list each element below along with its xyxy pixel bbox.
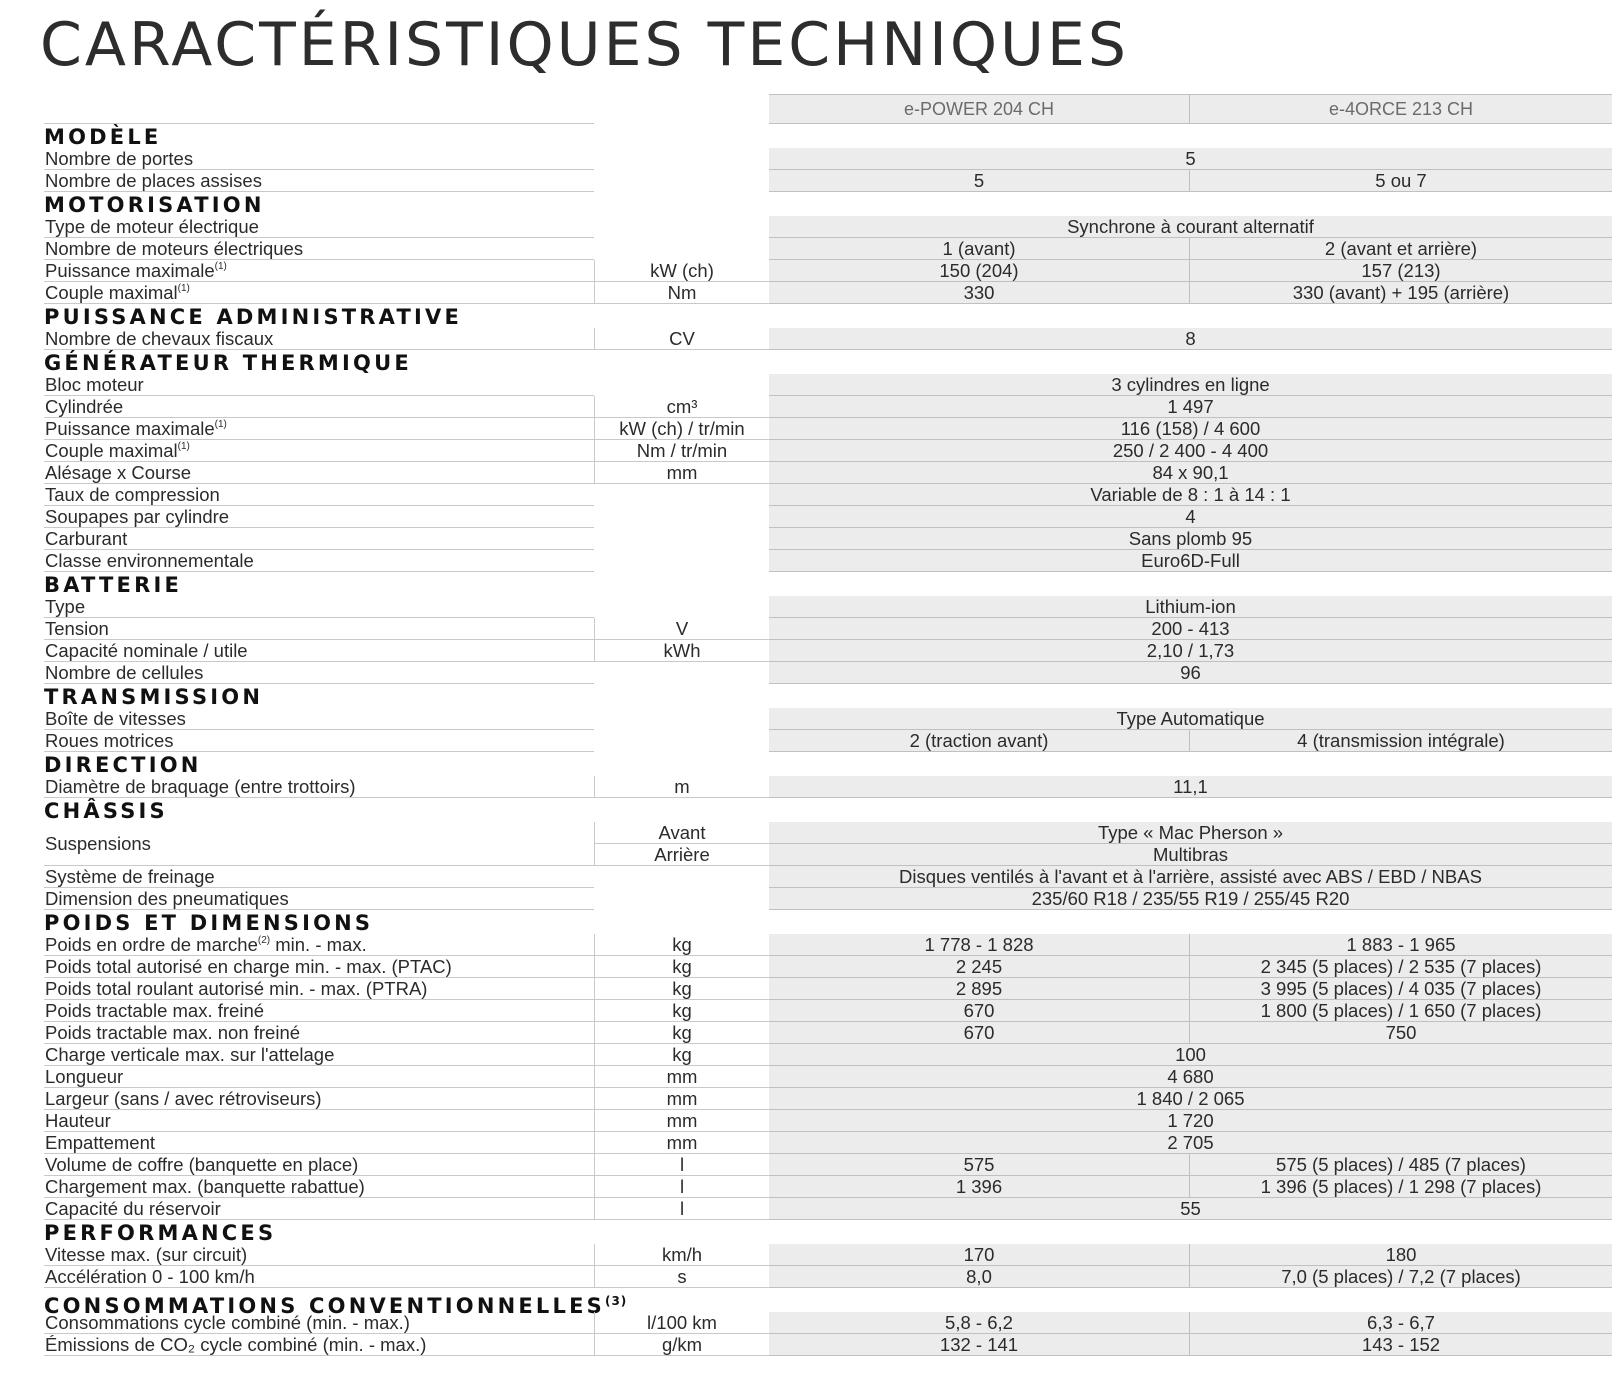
spec-label-text: Poids en ordre de marche bbox=[45, 934, 258, 955]
spec-value-shared: Euro6D-Full bbox=[769, 550, 1612, 572]
column-header-e-power: e-POWER 204 CH bbox=[769, 94, 1189, 124]
section-header-row bbox=[44, 684, 1612, 708]
section-header-row bbox=[44, 910, 1612, 934]
spec-value-e-4orce: 575 (5 places) / 485 (7 places) bbox=[1189, 1154, 1612, 1176]
spec-value-shared: 1 720 bbox=[769, 1110, 1612, 1132]
spec-row bbox=[44, 1312, 1612, 1334]
section-title bbox=[44, 1220, 1612, 1244]
spec-value-cell bbox=[769, 822, 1612, 866]
spec-value-e-4orce: 5 ou 7 bbox=[1189, 170, 1612, 192]
spec-label bbox=[44, 1022, 594, 1044]
spec-value-e-power: 5 bbox=[769, 170, 1189, 192]
section-header-row bbox=[44, 798, 1612, 822]
spec-value-shared: Type Automatique bbox=[769, 708, 1612, 730]
spec-label-text: Nombre de places assises bbox=[45, 170, 262, 191]
spec-value-shared: Variable de 8 : 1 à 14 : 1 bbox=[769, 484, 1612, 506]
spec-label bbox=[44, 506, 594, 528]
spec-unit: mm bbox=[594, 1132, 769, 1154]
spec-unit: mm bbox=[594, 1088, 769, 1110]
spec-value-front: Type « Mac Pherson » bbox=[769, 822, 1612, 844]
spec-value-e-power: 670 bbox=[769, 1022, 1189, 1044]
section-header-row bbox=[44, 1220, 1612, 1244]
spec-label-text: Poids tractable max. freiné bbox=[45, 1000, 265, 1021]
spec-row bbox=[44, 1154, 1612, 1176]
spec-row bbox=[44, 282, 1612, 304]
spec-row bbox=[44, 662, 1612, 684]
spec-label-text: Nombre de cellules bbox=[45, 662, 204, 683]
spec-value-e-power: 2 895 bbox=[769, 978, 1189, 1000]
spec-value-e-power: 2 (traction avant) bbox=[769, 730, 1189, 752]
footnote-marker: (1) bbox=[177, 283, 190, 294]
spec-label bbox=[44, 1334, 594, 1356]
footnote-marker: (1) bbox=[214, 419, 227, 430]
spec-value-shared: 2 705 bbox=[769, 1132, 1612, 1154]
spec-unit: V bbox=[594, 618, 769, 640]
spec-value-shared: 2,10 / 1,73 bbox=[769, 640, 1612, 662]
spec-unit: kg bbox=[594, 956, 769, 978]
spec-unit: m bbox=[594, 776, 769, 798]
spec-row bbox=[44, 934, 1612, 956]
spec-value-e-power: 132 - 141 bbox=[769, 1334, 1189, 1356]
spec-row bbox=[44, 1266, 1612, 1288]
spec-label bbox=[44, 978, 594, 1000]
spec-label-text: Classe environnementale bbox=[45, 550, 254, 571]
section-title bbox=[44, 124, 1612, 148]
spec-unit: km/h bbox=[594, 1244, 769, 1266]
spec-row bbox=[44, 730, 1612, 752]
spec-label-text: Type de moteur électrique bbox=[45, 216, 259, 237]
spec-row bbox=[44, 528, 1612, 550]
spec-label-suffix: min. - max. bbox=[270, 934, 367, 955]
spec-row bbox=[44, 956, 1612, 978]
section-header-row bbox=[44, 304, 1612, 328]
spec-label-text: Consommations cycle combiné (min. - max.) bbox=[45, 1312, 410, 1333]
spec-value-shared: 5 bbox=[769, 148, 1612, 170]
spec-value-e-4orce: 1 396 (5 places) / 1 298 (7 places) bbox=[1189, 1176, 1612, 1198]
spec-label bbox=[44, 866, 594, 888]
spec-value-shared: Synchrone à courant alternatif bbox=[769, 216, 1612, 238]
spec-value-shared: 55 bbox=[769, 1198, 1612, 1220]
spec-value-shared: 4 680 bbox=[769, 1066, 1612, 1088]
spec-label-text: Empattement bbox=[45, 1132, 156, 1153]
spec-row bbox=[44, 148, 1612, 170]
footnote-marker: (2) bbox=[257, 935, 271, 946]
spec-value-e-4orce: 330 (avant) + 195 (arrière) bbox=[1189, 282, 1612, 304]
spec-value-e-4orce: 180 bbox=[1189, 1244, 1612, 1266]
spec-value-shared: 11,1 bbox=[769, 776, 1612, 798]
spec-label bbox=[44, 328, 594, 350]
section-title-text: GÉNÉRATEUR THERMIQUE bbox=[44, 351, 412, 375]
spec-value-e-power: 1 (avant) bbox=[769, 238, 1189, 260]
spec-value-shared: 1 497 bbox=[769, 396, 1612, 418]
spec-value-e-power: 330 bbox=[769, 282, 1189, 304]
spec-row bbox=[44, 238, 1612, 260]
spec-unit: kWh bbox=[594, 640, 769, 662]
spec-label-text: Couple maximal bbox=[45, 282, 178, 303]
spec-label-text: Accélération 0 - 100 km/h bbox=[45, 1266, 255, 1287]
spec-label-text: Tension bbox=[45, 618, 109, 639]
spec-label bbox=[44, 618, 594, 640]
spec-unit: kg bbox=[594, 1022, 769, 1044]
spec-label bbox=[44, 484, 594, 506]
spec-label bbox=[44, 888, 594, 910]
spec-label-text: Puissance maximale bbox=[45, 260, 215, 281]
spec-value-shared: 3 cylindres en ligne bbox=[769, 374, 1612, 396]
spec-unit: Nm bbox=[594, 282, 769, 304]
spec-label bbox=[44, 662, 594, 684]
spec-label bbox=[44, 238, 594, 260]
spec-unit: cm³ bbox=[594, 396, 769, 418]
spec-label bbox=[44, 282, 594, 304]
spec-label bbox=[44, 396, 594, 418]
spec-row bbox=[44, 1132, 1612, 1154]
spec-label-text: Alésage x Course bbox=[45, 462, 192, 483]
spec-row bbox=[44, 374, 1612, 396]
spec-value-shared: 4 bbox=[769, 506, 1612, 528]
spec-label-text: Cylindrée bbox=[45, 396, 124, 417]
spec-unit: l bbox=[594, 1154, 769, 1176]
spec-label bbox=[44, 1066, 594, 1088]
spec-row bbox=[44, 484, 1612, 506]
spec-label-text: Nombre de moteurs électriques bbox=[45, 238, 304, 259]
spec-value-e-4orce: 2 345 (5 places) / 2 535 (7 places) bbox=[1189, 956, 1612, 978]
spec-row bbox=[44, 550, 1612, 572]
spec-label bbox=[44, 596, 594, 618]
spec-label-text: Poids total autorisé en charge min. - max. (PTAC) bbox=[45, 956, 452, 977]
page-title: CARACTÉRISTIQUES TECHNIQUES bbox=[40, 10, 1129, 80]
spec-row bbox=[44, 170, 1612, 192]
spec-value-shared: 116 (158) / 4 600 bbox=[769, 418, 1612, 440]
section-header-row bbox=[44, 350, 1612, 374]
spec-value-shared: 250 / 2 400 - 4 400 bbox=[769, 440, 1612, 462]
section-title-text: BATTERIE bbox=[44, 573, 183, 597]
spec-value-shared: 8 bbox=[769, 328, 1612, 350]
spec-table bbox=[44, 94, 1612, 1356]
spec-value-e-4orce: 1 800 (5 places) / 1 650 (7 places) bbox=[1189, 1000, 1612, 1022]
column-header-e-4orce: e-4ORCE 213 CH bbox=[1189, 94, 1612, 124]
spec-unit: kg bbox=[594, 934, 769, 956]
spec-unit: mm bbox=[594, 1066, 769, 1088]
spec-value-shared: 1 840 / 2 065 bbox=[769, 1088, 1612, 1110]
spec-unit-front: Avant bbox=[595, 822, 769, 844]
spec-unit: kg bbox=[594, 1000, 769, 1022]
spec-label bbox=[44, 528, 594, 550]
spec-value-shared: Lithium-ion bbox=[769, 596, 1612, 618]
spec-label-text: Système de freinage bbox=[45, 866, 215, 887]
spec-unit: Nm / tr/min bbox=[594, 440, 769, 462]
section-title-text: CHÂSSIS bbox=[44, 799, 168, 823]
spec-label bbox=[44, 708, 594, 730]
spec-row bbox=[44, 328, 1612, 350]
spec-value-e-4orce: 7,0 (5 places) / 7,2 (7 places) bbox=[1189, 1266, 1612, 1288]
spec-row bbox=[44, 640, 1612, 662]
section-title bbox=[44, 1288, 1612, 1318]
spec-label bbox=[44, 1088, 594, 1110]
spec-row bbox=[44, 978, 1612, 1000]
spec-label bbox=[44, 440, 594, 462]
spec-unit: kW (ch) / tr/min bbox=[594, 418, 769, 440]
section-header-row bbox=[44, 124, 1612, 148]
spec-row bbox=[44, 1176, 1612, 1198]
spec-row bbox=[44, 1066, 1612, 1088]
spec-label bbox=[44, 1244, 594, 1266]
spec-value-e-power: 670 bbox=[769, 1000, 1189, 1022]
spec-row bbox=[44, 1334, 1612, 1356]
spec-label-text: Largeur (sans / avec rétroviseurs) bbox=[45, 1088, 322, 1109]
spec-value-shared: 235/60 R18 / 235/55 R19 / 255/45 R20 bbox=[769, 888, 1612, 910]
spec-row bbox=[44, 462, 1612, 484]
spec-label bbox=[44, 374, 594, 396]
spec-row bbox=[44, 1022, 1612, 1044]
spec-label bbox=[44, 170, 594, 192]
spec-row bbox=[44, 216, 1612, 238]
spec-label-text: Boîte de vitesses bbox=[45, 708, 186, 729]
spec-unit: l bbox=[594, 1176, 769, 1198]
spec-label bbox=[44, 1000, 594, 1022]
spec-label-text: Émissions de CO₂ cycle combiné (min. - max.) bbox=[45, 1334, 427, 1355]
spec-unit: CV bbox=[594, 328, 769, 350]
spec-row bbox=[44, 618, 1612, 640]
section-header-row bbox=[44, 752, 1612, 776]
section-header-row bbox=[44, 1288, 1612, 1318]
spec-value-e-4orce: 4 (transmission intégrale) bbox=[1189, 730, 1612, 752]
spec-value-e-4orce: 157 (213) bbox=[1189, 260, 1612, 282]
spec-label bbox=[44, 1198, 594, 1220]
table-header-row bbox=[44, 94, 1612, 124]
section-title bbox=[44, 752, 1612, 776]
spec-unit: kg bbox=[594, 978, 769, 1000]
spec-row bbox=[44, 1244, 1612, 1266]
spec-label bbox=[44, 776, 594, 798]
spec-label-text: Hauteur bbox=[45, 1110, 111, 1131]
spec-label-text: Capacité du réservoir bbox=[45, 1198, 221, 1219]
spec-label bbox=[44, 640, 594, 662]
spec-value-e-4orce: 6,3 - 6,7 bbox=[1189, 1312, 1612, 1334]
spec-value-shared: 200 - 413 bbox=[769, 618, 1612, 640]
spec-unit: mm bbox=[594, 462, 769, 484]
spec-value-shared: Sans plomb 95 bbox=[769, 528, 1612, 550]
spec-label bbox=[44, 956, 594, 978]
section-title-text: TRANSMISSION bbox=[44, 685, 264, 709]
spec-label bbox=[44, 1266, 594, 1288]
spec-label-text: Bloc moteur bbox=[45, 374, 144, 395]
section-title bbox=[44, 798, 1612, 822]
spec-label bbox=[44, 462, 594, 484]
spec-label-text: Carburant bbox=[45, 528, 128, 549]
spec-value-e-power: 150 (204) bbox=[769, 260, 1189, 282]
spec-label bbox=[44, 1132, 594, 1154]
section-title bbox=[44, 684, 1612, 708]
spec-value-shared: 96 bbox=[769, 662, 1612, 684]
spec-value-e-power: 2 245 bbox=[769, 956, 1189, 978]
section-title-text: PERFORMANCES bbox=[44, 1221, 277, 1245]
spec-unit: s bbox=[594, 1266, 769, 1288]
section-title-text: CONSOMMATIONS CONVENTIONNELLES bbox=[44, 1294, 605, 1318]
footnote-marker: (3) bbox=[604, 1294, 628, 1308]
section-header-row bbox=[44, 192, 1612, 216]
spec-value-e-4orce: 3 995 (5 places) / 4 035 (7 places) bbox=[1189, 978, 1612, 1000]
spec-label-text: Vitesse max. (sur circuit) bbox=[45, 1244, 248, 1265]
spec-label bbox=[44, 1044, 594, 1066]
spec-row bbox=[44, 776, 1612, 798]
section-title bbox=[44, 910, 1612, 934]
spec-label bbox=[44, 260, 594, 282]
spec-label-text: Nombre de portes bbox=[45, 148, 194, 169]
spec-unit: kW (ch) bbox=[594, 260, 769, 282]
spec-value-e-4orce: 750 bbox=[1189, 1022, 1612, 1044]
spec-label-text: Poids total roulant autorisé min. - max. (PTRA) bbox=[45, 978, 428, 999]
spec-label bbox=[44, 934, 594, 956]
spec-label-text: Longueur bbox=[45, 1066, 124, 1087]
spec-label bbox=[44, 216, 594, 238]
spec-row bbox=[44, 888, 1612, 910]
spec-value-e-4orce: 2 (avant et arrière) bbox=[1189, 238, 1612, 260]
spec-label-text: Type bbox=[45, 596, 86, 617]
spec-label bbox=[44, 148, 594, 170]
spec-label-text: Nombre de chevaux fiscaux bbox=[45, 328, 274, 349]
section-title bbox=[44, 572, 1612, 596]
spec-label-text: Chargement max. (banquette rabattue) bbox=[45, 1176, 365, 1197]
spec-label-text: Puissance maximale bbox=[45, 418, 215, 439]
spec-row bbox=[44, 1088, 1612, 1110]
spec-unit: l/100 km bbox=[594, 1312, 769, 1334]
spec-label bbox=[44, 550, 594, 572]
spec-value-e-power: 170 bbox=[769, 1244, 1189, 1266]
spec-label: Suspensions bbox=[44, 822, 594, 866]
spec-row bbox=[44, 418, 1612, 440]
section-title-text: DIRECTION bbox=[44, 753, 202, 777]
spec-row bbox=[44, 596, 1612, 618]
spec-row bbox=[44, 440, 1612, 462]
section-header-row bbox=[44, 572, 1612, 596]
spec-label bbox=[44, 1176, 594, 1198]
section-title-text: MOTORISATION bbox=[44, 193, 265, 217]
spec-unit-cell bbox=[594, 822, 769, 866]
spec-label-text: Couple maximal bbox=[45, 440, 178, 461]
spec-row bbox=[44, 1000, 1612, 1022]
spec-row bbox=[44, 708, 1612, 730]
spec-label-text: Charge verticale max. sur l'attelage bbox=[45, 1044, 335, 1065]
spec-value-e-power: 575 bbox=[769, 1154, 1189, 1176]
spec-label-text: Soupapes par cylindre bbox=[45, 506, 230, 527]
spec-label-text: Poids tractable max. non freiné bbox=[45, 1022, 301, 1043]
spec-row bbox=[44, 822, 1612, 866]
spec-value-e-4orce: 1 883 - 1 965 bbox=[1189, 934, 1612, 956]
spec-value-e-power: 1 778 - 1 828 bbox=[769, 934, 1189, 956]
spec-unit: l bbox=[594, 1198, 769, 1220]
section-title bbox=[44, 192, 1612, 216]
spec-value-e-4orce: 143 - 152 bbox=[1189, 1334, 1612, 1356]
spec-value-e-power: 5,8 - 6,2 bbox=[769, 1312, 1189, 1334]
spec-row bbox=[44, 1110, 1612, 1132]
spec-value-rear: Multibras bbox=[769, 844, 1612, 866]
spec-label-text: Capacité nominale / utile bbox=[45, 640, 248, 661]
spec-label bbox=[44, 1154, 594, 1176]
section-title-text: MODÈLE bbox=[44, 125, 162, 149]
spec-unit: kg bbox=[594, 1044, 769, 1066]
spec-label-text: Volume de coffre (banquette en place) bbox=[45, 1154, 359, 1175]
sections-container bbox=[44, 124, 1612, 1356]
spec-row bbox=[44, 260, 1612, 282]
spec-value-shared: 84 x 90,1 bbox=[769, 462, 1612, 484]
spec-value-shared: Disques ventilés à l'avant et à l'arrière, assisté avec ABS / EBD / NBAS bbox=[769, 866, 1612, 888]
footnote-marker: (1) bbox=[177, 441, 190, 452]
spec-label-text: Roues motrices bbox=[45, 730, 174, 751]
spec-label bbox=[44, 1110, 594, 1132]
spec-label bbox=[44, 730, 594, 752]
section-title bbox=[44, 350, 1612, 374]
spec-value-shared: 100 bbox=[769, 1044, 1612, 1066]
footnote-marker: (1) bbox=[214, 261, 227, 272]
spec-label-text: Dimension des pneumatiques bbox=[45, 888, 289, 909]
section-title-text: POIDS ET DIMENSIONS bbox=[44, 911, 374, 935]
spec-unit-rear: Arrière bbox=[595, 844, 769, 866]
spec-label-text: Taux de compression bbox=[45, 484, 220, 505]
spec-label-text: Diamètre de braquage (entre trottoirs) bbox=[45, 776, 356, 797]
spec-row bbox=[44, 396, 1612, 418]
section-title-text: PUISSANCE ADMINISTRATIVE bbox=[44, 305, 463, 329]
spec-row bbox=[44, 1198, 1612, 1220]
spec-unit: mm bbox=[594, 1110, 769, 1132]
spec-value-e-power: 8,0 bbox=[769, 1266, 1189, 1288]
spec-row bbox=[44, 506, 1612, 528]
spec-label bbox=[44, 418, 594, 440]
spec-unit: g/km bbox=[594, 1334, 769, 1356]
spec-value-e-power: 1 396 bbox=[769, 1176, 1189, 1198]
spec-row bbox=[44, 866, 1612, 888]
section-title bbox=[44, 304, 1612, 328]
spec-label bbox=[44, 1312, 594, 1334]
header-label-cell bbox=[44, 94, 594, 124]
spec-row bbox=[44, 1044, 1612, 1066]
